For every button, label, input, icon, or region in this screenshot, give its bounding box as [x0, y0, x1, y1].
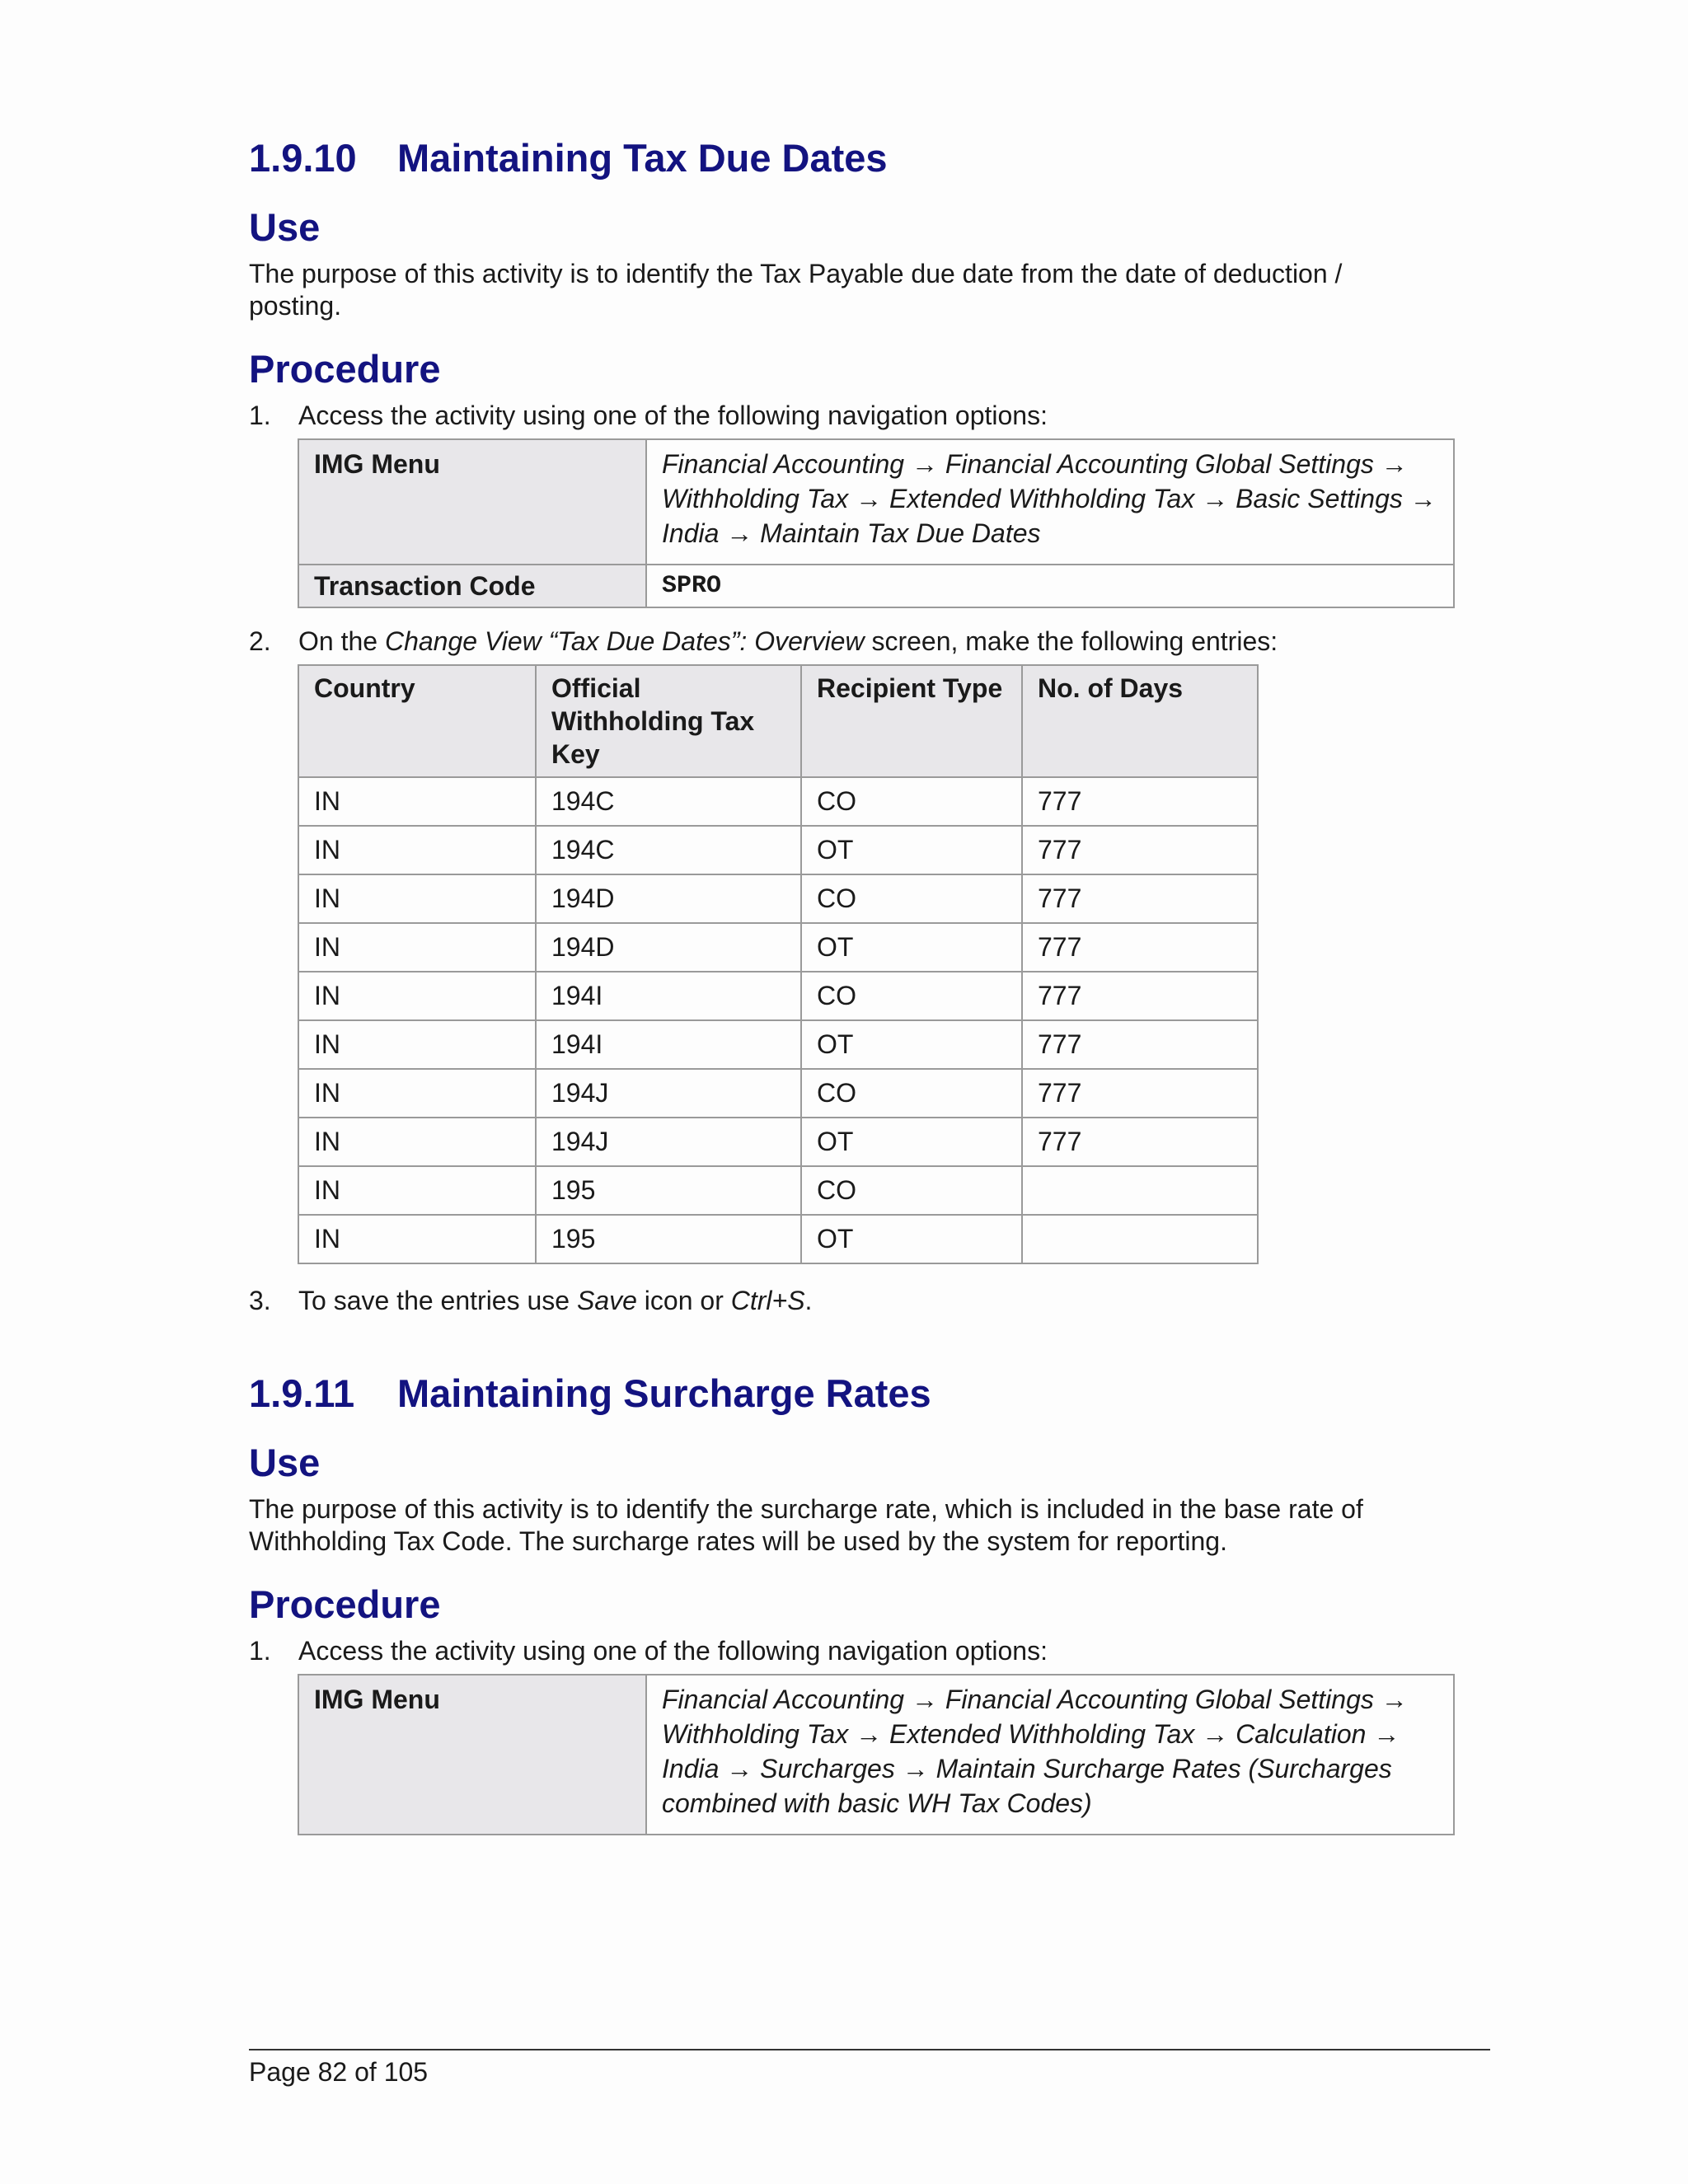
cell-no-of-days: [1022, 1215, 1258, 1263]
table-header-row: [298, 665, 1258, 777]
cell-country: IN: [298, 777, 536, 826]
cell-no-of-days: [1022, 1166, 1258, 1215]
cell-wht-key: 194D: [536, 923, 801, 972]
cell-wht-key: 194D: [536, 874, 801, 923]
table-row: [298, 1020, 1258, 1069]
cell-wht-key: 194C: [536, 826, 801, 874]
cell-wht-key: 194I: [536, 1020, 801, 1069]
cell-recipient-type: OT: [801, 1118, 1022, 1166]
use-heading: Use: [249, 205, 321, 249]
cell-country: IN: [298, 1020, 536, 1069]
table-row: [298, 923, 1258, 972]
step-3: 3. To save the entries use Save icon or Ctrl+S.: [249, 1286, 813, 1315]
use-text: The purpose of this activity is to identify the Tax Payable due date from the date of deduction / posting.: [249, 259, 1343, 321]
cell-recipient-type: OT: [801, 1020, 1022, 1069]
use-text: The purpose of this activity is to identify the surcharge rate, which is included in the base rate of Withholding Tax Code. The surcharge rates will be used by the system for reporting.: [249, 1494, 1363, 1556]
transaction-code-value: SPRO: [646, 565, 1454, 607]
col-header-recipient-type: Recipient Type: [801, 665, 1022, 777]
cell-wht-key: 195: [536, 1166, 801, 1215]
cell-country: IN: [298, 1166, 536, 1215]
cell-recipient-type: OT: [801, 1215, 1022, 1263]
cell-no-of-days: 777: [1022, 1020, 1258, 1069]
cell-country: IN: [298, 1069, 536, 1118]
navigation-table: [298, 438, 1455, 608]
table-row: [298, 1118, 1258, 1166]
step-2: 2. On the Change View “Tax Due Dates”: Overview screen, make the following entries:: [249, 626, 1278, 656]
footer-rule: [249, 2049, 1490, 2050]
cell-no-of-days: 777: [1022, 826, 1258, 874]
cell-wht-key: 194J: [536, 1118, 801, 1166]
navigation-table: [298, 1674, 1455, 1835]
cell-wht-key: 194C: [536, 777, 801, 826]
cell-country: IN: [298, 1215, 536, 1263]
cell-no-of-days: 777: [1022, 1118, 1258, 1166]
cell-no-of-days: 777: [1022, 874, 1258, 923]
cell-wht-key: 194J: [536, 1069, 801, 1118]
img-menu-path: Financial Accounting → Financial Accounting Global Settings → Withholding Tax → Extended Withholding Tax → Basic Settings → India → Maintain Tax Due Dates: [646, 439, 1454, 565]
col-header-wht-key: Official Withholding Tax Key: [536, 665, 801, 777]
step-1: 1. Access the activity using one of the following navigation options:: [249, 401, 1048, 430]
img-menu-label: IMG Menu: [298, 439, 646, 565]
img-menu-path: Financial Accounting → Financial Accounting Global Settings → Withholding Tax → Extended Withholding Tax → Calculation → India → Surcharges → Maintain Surcharge Rates (Surcharges combined with basic WH Tax Codes): [646, 1675, 1454, 1835]
page-number: Page 82 of 105: [249, 2057, 429, 2087]
cell-recipient-type: CO: [801, 1166, 1022, 1215]
cell-country: IN: [298, 874, 536, 923]
table-row: [298, 972, 1258, 1020]
table-row: [298, 1215, 1258, 1263]
cell-recipient-type: CO: [801, 874, 1022, 923]
step-1: 1. Access the activity using one of the following navigation options:: [249, 1636, 1048, 1666]
cell-no-of-days: 777: [1022, 1069, 1258, 1118]
cell-recipient-type: CO: [801, 777, 1022, 826]
table-row: [298, 1069, 1258, 1118]
cell-wht-key: 194I: [536, 972, 801, 1020]
table-row: [298, 777, 1258, 826]
transaction-code-label: Transaction Code: [298, 565, 646, 607]
col-header-no-of-days: No. of Days: [1022, 665, 1258, 777]
nav-row-img: [298, 1675, 1454, 1835]
section-heading-surcharge-rates: 1.9.11 Maintaining Surcharge Rates: [249, 1371, 931, 1415]
cell-no-of-days: 777: [1022, 923, 1258, 972]
cell-country: IN: [298, 972, 536, 1020]
cell-recipient-type: OT: [801, 826, 1022, 874]
col-header-country: Country: [298, 665, 536, 777]
cell-no-of-days: 777: [1022, 777, 1258, 826]
table-row: [298, 1166, 1258, 1215]
tax-due-dates-table: [298, 664, 1259, 1264]
cell-country: IN: [298, 923, 536, 972]
cell-recipient-type: CO: [801, 1069, 1022, 1118]
nav-row-tcode: [298, 565, 1454, 607]
procedure-heading: Procedure: [249, 347, 441, 391]
section-heading-tax-due-dates: 1.9.10 Maintaining Tax Due Dates: [249, 136, 888, 180]
cell-country: IN: [298, 826, 536, 874]
nav-row-img: [298, 439, 1454, 565]
cell-wht-key: 195: [536, 1215, 801, 1263]
cell-no-of-days: 777: [1022, 972, 1258, 1020]
cell-country: IN: [298, 1118, 536, 1166]
table-row: [298, 874, 1258, 923]
cell-recipient-type: CO: [801, 972, 1022, 1020]
img-menu-label: IMG Menu: [298, 1675, 646, 1835]
cell-recipient-type: OT: [801, 923, 1022, 972]
procedure-heading: Procedure: [249, 1582, 441, 1626]
table-row: [298, 826, 1258, 874]
use-heading: Use: [249, 1441, 321, 1484]
